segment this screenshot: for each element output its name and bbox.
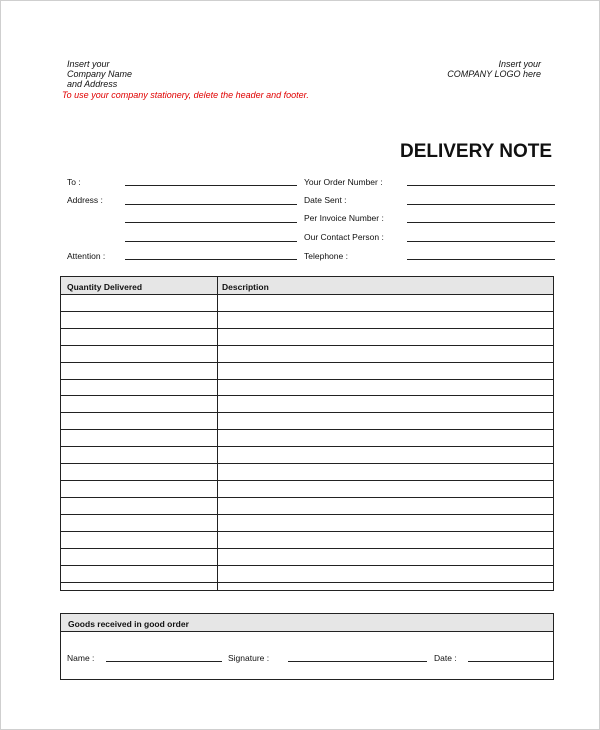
address-field-line-1[interactable] (125, 204, 297, 205)
receiver-name-field[interactable] (106, 661, 222, 662)
goods-received-box (60, 613, 554, 680)
table-row[interactable] (61, 345, 553, 346)
address-label: Address : (67, 195, 103, 205)
order-number-label: Your Order Number : (304, 177, 383, 187)
company-address-placeholder (67, 59, 132, 89)
receipt-header (61, 614, 553, 632)
stationery-note: To use your company stationery, delete the header and footer. (62, 90, 309, 100)
receipt-date-field[interactable] (468, 661, 554, 662)
attention-label: Attention : (67, 251, 106, 261)
table-row[interactable] (61, 395, 553, 396)
telephone-label: Telephone : (304, 251, 348, 261)
logo-line: Insert your (498, 59, 541, 69)
table-row[interactable] (61, 429, 553, 430)
contact-person-label: Our Contact Person : (304, 232, 384, 242)
attention-field[interactable] (125, 259, 297, 260)
invoice-number-field[interactable] (407, 222, 555, 223)
document-title: DELIVERY NOTE (399, 141, 552, 162)
column-header-description: Description (222, 282, 269, 292)
company-line: Insert your (67, 59, 110, 69)
receiver-name-label: Name : (67, 653, 95, 663)
table-header (61, 277, 553, 295)
table-row[interactable] (61, 531, 553, 532)
receipt-title: Goods received in good order (68, 619, 189, 629)
table-row[interactable] (61, 446, 553, 447)
order-number-field[interactable] (407, 185, 555, 186)
company-logo-placeholder (447, 59, 541, 79)
to-field[interactable] (125, 185, 297, 186)
table-row[interactable] (61, 514, 553, 515)
company-line: Company Name (67, 69, 133, 79)
date-sent-label: Date Sent : (304, 195, 347, 205)
delivery-items-table (60, 276, 554, 591)
column-header-quantity: Quantity Delivered (67, 282, 143, 292)
telephone-field[interactable] (407, 259, 555, 260)
table-row[interactable] (61, 480, 553, 481)
column-separator (217, 277, 218, 590)
address-field-line-3[interactable] (125, 241, 297, 242)
signature-field[interactable] (288, 661, 427, 662)
logo-line: COMPANY LOGO here (447, 69, 541, 79)
contact-person-field[interactable] (407, 241, 555, 242)
company-line: and Address (67, 79, 118, 89)
table-row[interactable] (61, 412, 553, 413)
table-row[interactable] (61, 582, 553, 583)
table-row[interactable] (61, 548, 553, 549)
to-label: To : (67, 177, 81, 187)
table-row[interactable] (61, 497, 553, 498)
table-row[interactable] (61, 311, 553, 312)
table-row[interactable] (61, 463, 553, 464)
address-field-line-2[interactable] (125, 222, 297, 223)
date-sent-field[interactable] (407, 204, 555, 205)
table-row[interactable] (61, 565, 553, 566)
table-row[interactable] (61, 328, 553, 329)
signature-label: Signature : (228, 653, 270, 663)
receipt-date-label: Date : (434, 653, 457, 663)
invoice-number-label: Per Invoice Number : (304, 213, 384, 223)
table-row[interactable] (61, 379, 553, 380)
table-row[interactable] (61, 362, 553, 363)
